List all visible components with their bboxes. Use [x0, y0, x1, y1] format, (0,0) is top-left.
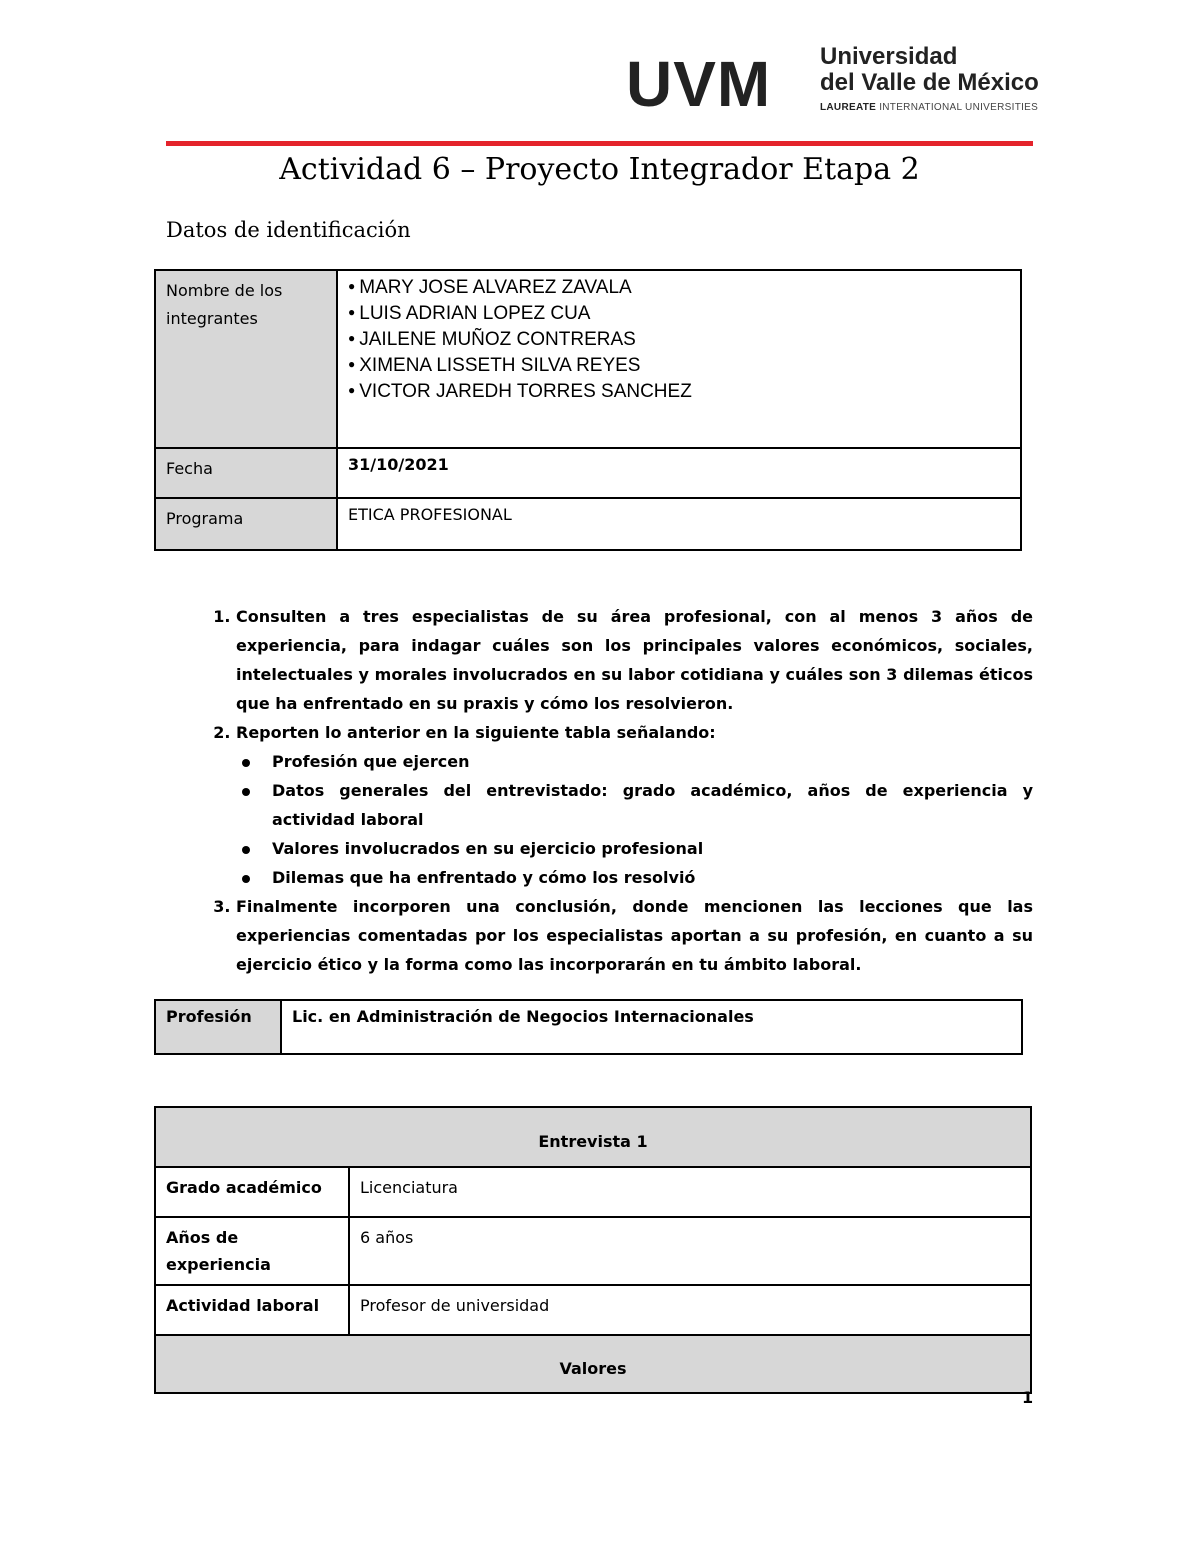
- members-row: [155, 270, 1021, 448]
- member-item: [348, 378, 1010, 404]
- profession-value: Lic. en Administración de Negocios Internacionales: [281, 1000, 1022, 1054]
- instructions: [200, 602, 1033, 979]
- fecha-value: 31/10/2021: [337, 448, 1021, 498]
- university-name-line1: Universidad: [820, 43, 958, 70]
- header-red-rule: [166, 141, 1033, 146]
- document-title: Actividad 6 – Proyecto Integrador Etapa 2: [279, 152, 920, 187]
- anos-label: Años de experiencia: [155, 1217, 349, 1285]
- section-subtitle: Datos de identificación: [166, 218, 411, 242]
- grado-value: Licenciatura: [349, 1167, 1031, 1217]
- instruction-bullets: [236, 747, 1033, 892]
- member-item: [348, 352, 1010, 378]
- bullet-icon: ●: [348, 383, 356, 397]
- laureate-tagline: [820, 102, 1038, 113]
- member-item: [348, 274, 1010, 300]
- university-name-line2: del Valle de México: [820, 69, 1039, 96]
- member-name: MARY JOSE ALVAREZ ZAVALA: [359, 277, 632, 298]
- bullet-item: Datos generales del entrevistado: grado académico, años de experiencia y actividad laboral: [272, 776, 1033, 834]
- instruction-text-1: Consulten a tres especialistas de su área profesional, con al menos 3 años de experiencia, para indagar cuáles son los principales valores económicos, sociales, intelectuales y morales involucrados en su labor cotidiana y cuáles son 3 dilemas éticos que ha enfrentado en su praxis y cómo los resolvieron.: [236, 607, 1033, 713]
- actividad-row: [155, 1285, 1031, 1335]
- uvm-logo-mark: UVM: [626, 48, 772, 120]
- interview-heading-row: [155, 1107, 1031, 1167]
- member-name: VICTOR JAREDH TORRES SANCHEZ: [359, 381, 692, 402]
- profession-row: [155, 1000, 1022, 1054]
- laureate-tagline-rest: INTERNATIONAL UNIVERSITIES: [876, 102, 1039, 113]
- programa-row: [155, 498, 1021, 550]
- fecha-row: [155, 448, 1021, 498]
- members-cell: [337, 270, 1021, 448]
- bullet-item: Valores involucrados en su ejercicio profesional: [272, 834, 1033, 863]
- instruction-item-1: [236, 602, 1033, 718]
- member-name: JAILENE MUÑOZ CONTRERAS: [359, 329, 636, 350]
- grado-label: Grado académico: [155, 1167, 349, 1217]
- member-name: LUIS ADRIAN LOPEZ CUA: [359, 303, 591, 324]
- instruction-item-3: [236, 892, 1033, 979]
- bullet-item: Dilemas que ha enfrentado y cómo los resolvió: [272, 863, 1033, 892]
- profession-label: Profesión: [155, 1000, 281, 1054]
- bullet-icon: ●: [348, 279, 356, 293]
- fecha-label: Fecha: [155, 448, 337, 498]
- actividad-value: Profesor de universidad: [349, 1285, 1031, 1335]
- identification-table: [154, 269, 1022, 551]
- programa-value: ETICA PROFESIONAL: [337, 498, 1021, 550]
- interview-table: [154, 1106, 1032, 1394]
- instruction-text-2: Reporten lo anterior en la siguiente tabla señalando:: [236, 723, 716, 742]
- bullet-icon: ●: [348, 331, 356, 345]
- university-name: [820, 44, 1039, 96]
- anos-row: [155, 1217, 1031, 1285]
- anos-value: 6 años: [349, 1217, 1031, 1285]
- interview-heading: Entrevista 1: [155, 1107, 1031, 1167]
- actividad-label: Actividad laboral: [155, 1285, 349, 1335]
- member-name: XIMENA LISSETH SILVA REYES: [359, 355, 641, 376]
- laureate-tagline-bold: LAUREATE: [820, 102, 877, 113]
- grado-row: [155, 1167, 1031, 1217]
- profession-table: [154, 999, 1023, 1055]
- member-item: [348, 326, 1010, 352]
- members-label: Nombre de los integrantes: [155, 270, 337, 448]
- bullet-icon: ●: [348, 357, 356, 371]
- page-number: 1: [1022, 1388, 1034, 1407]
- instruction-text-3: Finalmente incorporen una conclusión, donde mencionen las lecciones que las experiencias comentadas por los especialistas aportan a su profesión, en cuanto a su ejercicio ético y la forma como las incorporarán en tu ámbito laboral.: [236, 897, 1033, 974]
- bullet-icon: ●: [348, 305, 356, 319]
- instruction-item-2: [236, 718, 1033, 892]
- valores-heading-row: [155, 1335, 1031, 1393]
- valores-heading: Valores: [155, 1335, 1031, 1393]
- instructions-list: [200, 602, 1033, 979]
- programa-label: Programa: [155, 498, 337, 550]
- bullet-item: Profesión que ejercen: [272, 747, 1033, 776]
- member-item: [348, 300, 1010, 326]
